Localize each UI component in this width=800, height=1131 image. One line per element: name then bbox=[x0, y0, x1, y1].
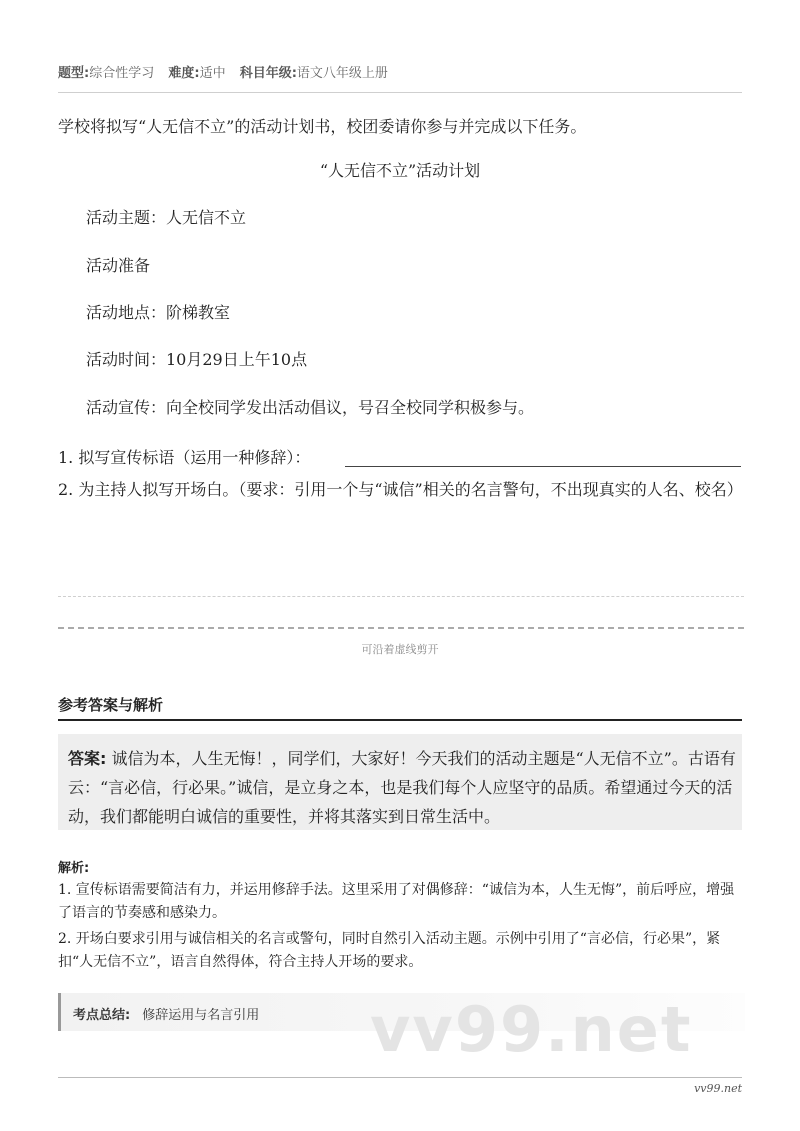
type-label: 题型: bbox=[58, 66, 90, 81]
watermark: vv99.net bbox=[370, 993, 693, 1066]
question-2: 2. 为主持人拟写开场白。（要求：引用一个与“诚信”相关的名言警句，不出现真实的人名、校名） bbox=[58, 480, 743, 499]
type-value: 综合性学习 bbox=[89, 66, 155, 81]
writing-guide-line bbox=[58, 596, 744, 597]
difficulty-value: 适中 bbox=[199, 66, 226, 81]
answer-body: 诚信为本，人生无悔！，同学们，大家好！今天我们的活动主题是“人无信不立”。古语有云：“言必信，行必果。”诚信，是立身之本，也是我们每个人应坚守的品质。希望通过今天的活动，我们都能明白诚信的重要性，并将其落实到日常生活中。 bbox=[68, 749, 736, 826]
key-point-label: 考点总结: bbox=[73, 1008, 131, 1023]
section-divider bbox=[58, 719, 742, 721]
plan-preparation: 活动准备 bbox=[86, 256, 151, 275]
plan-promotion: 活动宣传：向全校同学发出活动倡议，号召全校同学积极参与。 bbox=[86, 398, 535, 417]
plan-time: 活动时间：10月29日上午10点 bbox=[86, 350, 308, 369]
answer-blank-line[interactable] bbox=[345, 466, 741, 467]
top-divider bbox=[58, 92, 742, 93]
key-point bbox=[73, 1004, 259, 1023]
analysis-item-1: 1. 宣传标语需要简洁有力，并运用修辞手法。这里采用了对偶修辞：“诚信为本，人生无悔”，前后呼应，增强了语言的节奏感和感染力。 bbox=[58, 882, 735, 921]
difficulty-label: 难度: bbox=[168, 66, 200, 81]
plan-title: “人无信不立”活动计划 bbox=[319, 161, 481, 180]
subject-label: 科目年级: bbox=[239, 66, 297, 81]
answer-section-title: 参考答案与解析 bbox=[58, 696, 164, 714]
question-1: 1. 拟写宣传标语（运用一种修辞）： bbox=[58, 448, 311, 467]
plan-theme: 活动主题：人无信不立 bbox=[86, 208, 247, 227]
answer-box bbox=[58, 734, 742, 830]
subject-value: 语文八年级上册 bbox=[296, 66, 388, 81]
plan-location: 活动地点：阶梯教室 bbox=[86, 303, 231, 322]
question-meta bbox=[58, 62, 398, 81]
intro-text: 学校将拟写“人无信不立”的活动计划书，校团委请你参与并完成以下任务。 bbox=[58, 117, 587, 136]
footer-divider bbox=[58, 1077, 742, 1078]
key-point-value: 修辞运用与名言引用 bbox=[142, 1008, 260, 1023]
footer-site: vv99.net bbox=[694, 1082, 742, 1095]
cut-note: 可沿着虚线剪开 bbox=[361, 643, 439, 656]
analysis-item-2: 2. 开场白要求引用与诚信相关的名言或警句，同时自然引入活动主题。示例中引用了“言必信，行必果”，紧扣“人无信不立”，语言自然得体，符合主持人开场的要求。 bbox=[58, 931, 721, 970]
answer-label: 答案: bbox=[68, 749, 107, 768]
answer-text bbox=[68, 744, 738, 831]
cut-line bbox=[58, 627, 744, 629]
analysis-title: 解析: bbox=[58, 861, 90, 876]
